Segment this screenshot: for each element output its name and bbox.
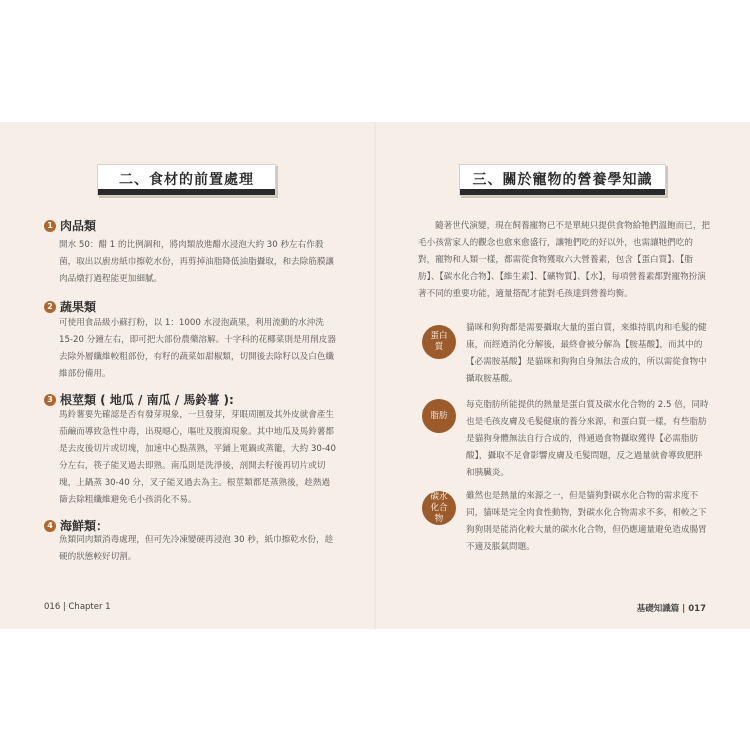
fat-description: 每克脂肪所能提供的熱量是蛋白質及碳水化合物的 2.5 倍，同時也是毛孩皮膚及毛髮健康的養分來源，和蛋白質一樣，有些脂肪是貓狗身體無法自行合成的，得通過食物攝取獲得【必需脂肪酸】，攝取不足會影響皮膚及毛髮問題，反之過量就會導致肥胖和胰臟炎。 <box>466 400 709 478</box>
section-title-text: 肉品類 <box>60 219 97 233</box>
right-heading: 三、關於寵物的營養學知識 <box>472 172 653 188</box>
badge-label: 脂肪 <box>430 410 448 421</box>
badge-label: 碳水化合物 <box>430 491 448 524</box>
badge-label: 蛋白質 <box>430 331 448 352</box>
section-body-roots: 馬鈴薯要先確認是否有發芽現象，一旦發芽，芽眼周圍及其外皮就會產生茄鹼而導致急性中毒，出現噁心，嘔吐及腹瀉現象。其中地瓜及馬鈴薯都是去皮後切片或切塊，加速中心點蒸熟，平鋪上電鍋或蒸籠，大約 30-40 分左右，筷子能叉過去即熟。南瓜則是洗淨後，剖開去籽後再切片或切塊，上鍋蒸 30-40 分，叉子能叉過去為主。根莖類都是蒸熟後，趁熱過篩去除粗纖維避免毛小孩消化不易。 <box>59 410 336 505</box>
heading-underline-bar <box>98 189 275 195</box>
right-page-footer: 基礎知識篇 | 017 <box>636 604 706 614</box>
carbohydrate-description: 雖然也是熱量的來源之一，但是貓狗對碳水化合物的需求度不同，貓咪是完全肉食性動物，對碳水化合物需求不多，相較之下狗狗則是能消化較大量的碳水化合物，但仍應適量避免造成腸胃不適及脹氣問題。 <box>466 491 707 552</box>
section-title-text: 海鮮類： <box>60 519 109 533</box>
left-page-footer: 016 | Chapter 1 <box>44 602 111 612</box>
left-heading-box <box>97 164 276 196</box>
section-title-roots <box>44 391 234 408</box>
section-body-vegetables: 可使用食品級小蘇打粉，以 1：1000 水浸泡蔬果，利用流動的水沖洗 15-20 分鐘左右，即可把大部份農藥溶解。十字科的花椰菜則是用削皮器去除外層纖維較粗部份，有籽的蔬菜如甜椒類，切開後去除籽以及白色纖維部份備用。 <box>59 318 336 379</box>
right-heading-box <box>459 164 666 196</box>
nutrition-intro: 隨著世代演變，現在飼養寵物已不是單純只提供食物給牠們溫飽而已，把毛小孩當家人的觀念也愈來愈盛行，讓牠們吃的好以外，也需讓牠們吃的對，寵物和人類一樣，都需從食物獲取六大營養素，包含【蛋白質】、【脂肪】、【碳水化合物】、【維生素】、【礦物質】、【水】，每項營養素都對寵物扮演著不同的重要功能，適量搭配才能對毛孩達到營養均衡。 <box>418 221 711 299</box>
number-badge-icon: 1 <box>44 220 56 232</box>
section-title-text: 根莖類 ( 地瓜 / 南瓜 / 馬鈴薯 ): <box>60 393 234 407</box>
book-gutter <box>374 122 376 629</box>
section-title-text: 蔬果類 <box>60 300 97 314</box>
fat-badge <box>422 399 456 433</box>
section-body-meat: 開水 50：醋 1 的比例調和，將肉類放進醋水浸泡大約 30 秒左右作殺菌，取出以廚房紙巾擦乾水份，再剪掉油脂降低油脂攝取，和去除筋膜讓肉品燉打過程能更加細膩。 <box>59 240 335 284</box>
book-spread <box>0 122 750 629</box>
number-badge-icon: 3 <box>44 394 56 406</box>
number-badge-icon: 4 <box>44 520 56 532</box>
protein-badge <box>422 325 456 359</box>
carbohydrate-badge <box>422 491 456 525</box>
protein-description: 貓咪和狗狗都是需要攝取大量的蛋白質，來維持肌肉和毛髮的健康，而經過消化分解後，最終會被分解為【胺基酸】，而其中的【必需胺基酸】是貓咪和狗狗自身無法合成的，所以需從食物中攝取胺基酸。 <box>466 323 707 384</box>
left-heading: 二、食材的前置處理 <box>119 172 254 188</box>
section-title-vegetables <box>44 298 96 315</box>
section-body-seafood: 魚類同肉類消毒處理，但可先冷凍變硬再浸泡 30 秒，紙巾擦乾水份，趁硬的狀態較好切割。 <box>59 535 334 562</box>
section-title-meat <box>44 217 96 234</box>
heading-underline-bar <box>460 189 665 195</box>
number-badge-icon: 2 <box>44 301 56 313</box>
